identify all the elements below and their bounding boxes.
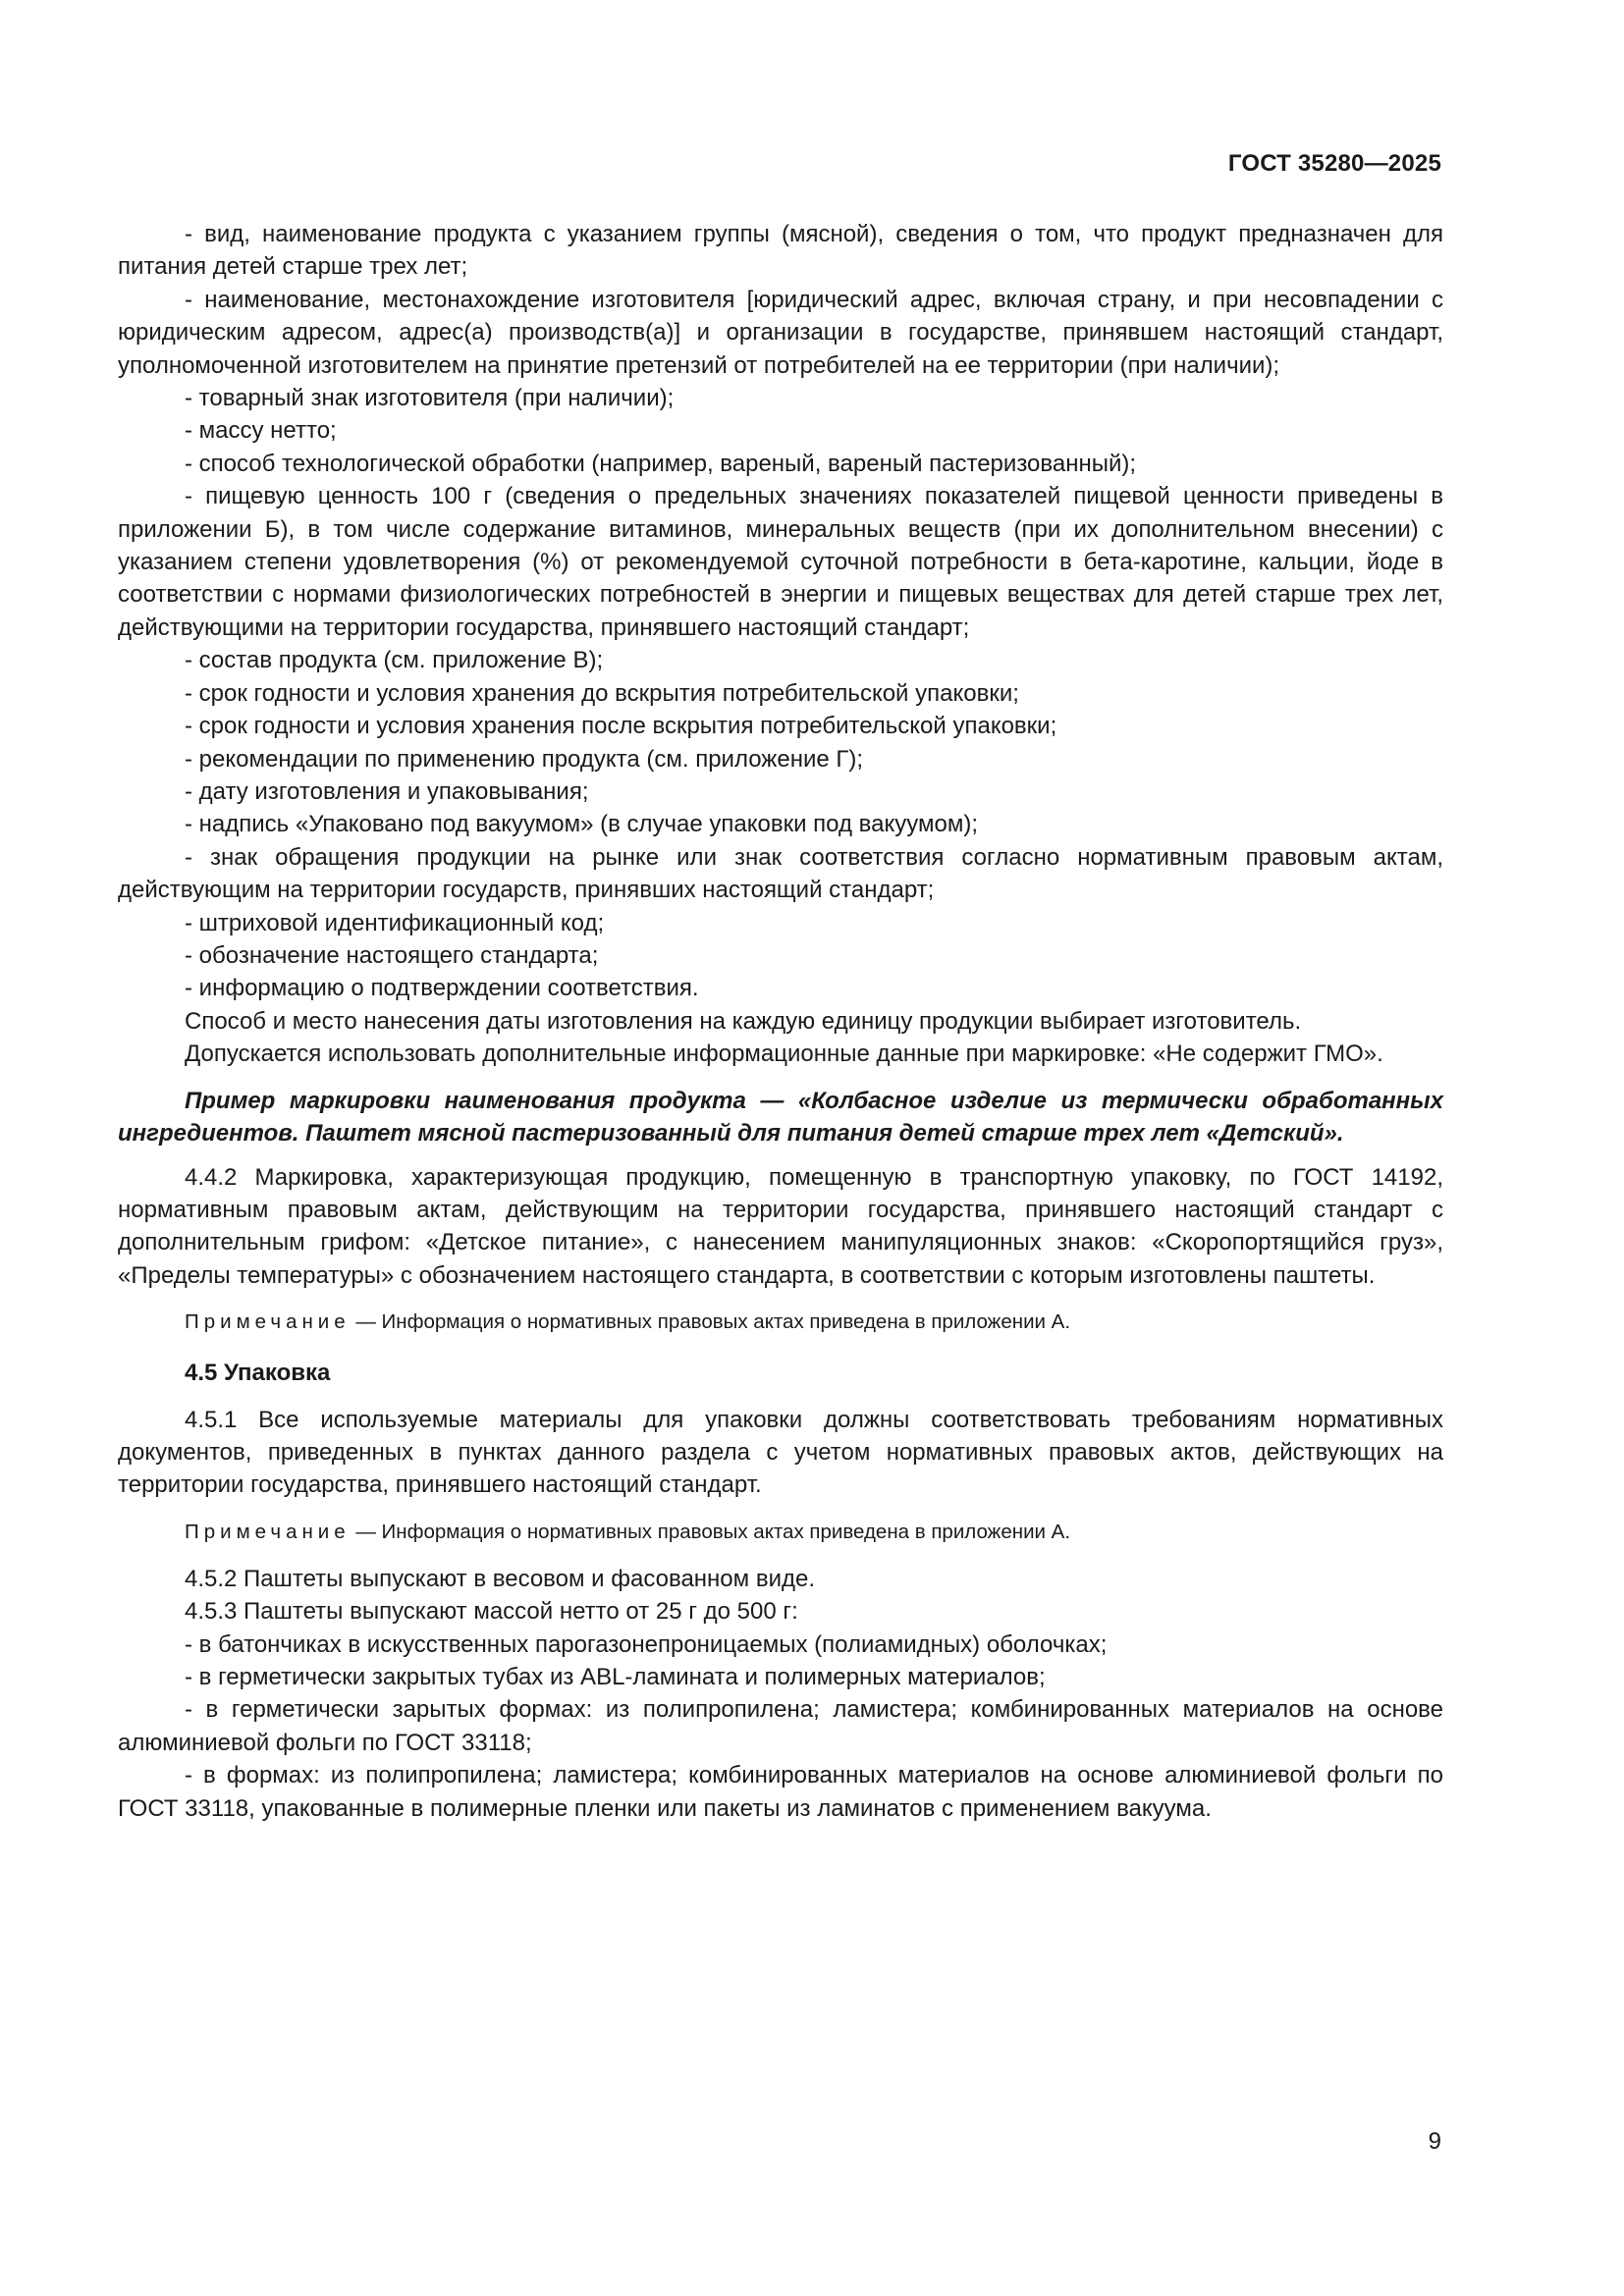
list-item: - в батончиках в искусственных парогазонепроницаемых (полиамидных) оболочках; — [185, 1630, 1108, 1658]
list-item: - дату изготовления и упаковывания; — [185, 777, 589, 805]
section-heading-4-5: 4.5 Упаковка — [185, 1360, 331, 1387]
paragraph-gmo: Допускается использовать дополнительные информационные данные при маркировке: «Не содержит ГМО». — [185, 1041, 1383, 1068]
list-item: - штриховой идентификационный код; — [185, 909, 605, 936]
list-item: - в герметически зарытых формах: из полипропилена; ламистера; комбинированных материалов на основе алюминиевой фольги по ГОСТ 33118; — [118, 1696, 1443, 1756]
list-item: - надпись «Упаковано под вакуумом» (в случае упаковки под вакуумом); — [185, 811, 978, 838]
page-number: 9 — [1428, 2128, 1441, 2155]
clause-4-5-3: 4.5.3 Паштеты выпускают массой нетто от 25 г до 500 г: — [185, 1598, 798, 1626]
list-item: - знак обращения продукции на рынке или знак соответствия согласно нормативным правовым актам, действующим на территории государств, принявших настоящий стандарт; — [118, 843, 1443, 904]
note-label: Примечание — [185, 1520, 351, 1543]
note-text: — Информация о нормативных правовых актах приведена в приложении А. — [350, 1520, 1071, 1543]
list-item: - обозначение настоящего стандарта; — [185, 941, 599, 969]
note-label: Примечание — [185, 1310, 351, 1334]
list-item: - массу нетто; — [185, 417, 337, 445]
list-item: - наименование, местонахождение изготовителя [юридический адрес, включая страну, и при несовпадении с юридическим адресом, адрес(а) производств(а)] и организации в государстве, принявшем настоящий стандарт, уполномоченной изготовителем на принятие претензий от потребителей на ее территории (при наличии); — [118, 286, 1443, 379]
list-item: - пищевую ценность 100 г (сведения о предельных значениях показателей пищевой ценности приведены в приложении Б), в том числе содержание витаминов, минеральных веществ (при их дополнительном внесении) с указанием степени удовлетворения (%) от рекомендуемой суточной потребности в бета-каротине, кальции, йоде в соответствии с нормами физиологических потребностей в энергии и пищевых веществах для детей старше трех лет, действующими на территории государства, принявшего настоящий стандарт; — [118, 483, 1443, 641]
list-item: - способ технологической обработки (например, вареный, вареный пастеризованный); — [185, 450, 1137, 477]
clause-4-5-2: 4.5.2 Паштеты выпускают в весовом и фасованном виде. — [185, 1565, 815, 1592]
list-item: - информацию о подтверждении соответствия. — [185, 975, 699, 1002]
list-item: - вид, наименование продукта с указанием группы (мясной), сведения о том, что продукт предназначен для питания детей старше трех лет; — [118, 221, 1443, 281]
list-item: - рекомендации по применению продукта (см. приложение Г); — [185, 745, 864, 773]
list-item: - срок годности и условия хранения после вскрытия потребительской упаковки; — [185, 713, 1057, 740]
paragraph-date-placement: Способ и место нанесения даты изготовления на каждую единицу продукции выбирает изготовитель. — [185, 1007, 1302, 1035]
list-item: - в формах: из полипропилена; ламистера; комбинированных материалов на основе алюминиевой фольги по ГОСТ 33118, упакованные в полимерные пленки или пакеты из ламинатов с применением вакуума. — [118, 1762, 1443, 1822]
document-id-header: ГОСТ 35280—2025 — [1227, 150, 1441, 177]
note-1 — [118, 1308, 1443, 1337]
list-item: - срок годности и условия хранения до вскрытия потребительской упаковки; — [185, 679, 1019, 707]
document-body — [118, 218, 1443, 1825]
list-item: - состав продукта (см. приложение В); — [185, 647, 604, 674]
clause-4-4-2: 4.4.2 Маркировка, характеризующая продукцию, помещенную в транспортную упаковку, по ГОСТ 14192, нормативным правовым актам, действующим на территории государства, принявшего настоящий стандарт с дополнительным грифом: «Детское питание», с нанесением манипуляционных знаков: «Скоропортящийся груз», «Пределы температуры» с обозначением настоящего стандарта, в соответствии с которым изготовлены паштеты. — [118, 1163, 1443, 1289]
list-item: - в герметически закрытых тубах из ABL-ламината и полимерных материалов; — [185, 1664, 1046, 1691]
note-text: — Информация о нормативных правовых актах приведена в приложении А. — [350, 1310, 1071, 1334]
note-2 — [118, 1518, 1443, 1547]
marking-example: Пример маркировки наименования продукта — «Колбасное изделие из термически обработанных ингредиентов. Паштет мясной пастеризованный для питания детей старше трех лет «Детский». — [118, 1087, 1443, 1147]
clause-4-5-1: 4.5.1 Все используемые материалы для упаковки должны соответствовать требованиям нормативных документов, приведенных в пунктах данного раздела с учетом нормативных правовых актов, действующих на территории государства, принявшего настоящий стандарт. — [118, 1406, 1443, 1499]
list-item: - товарный знак изготовителя (при наличии); — [185, 385, 675, 412]
